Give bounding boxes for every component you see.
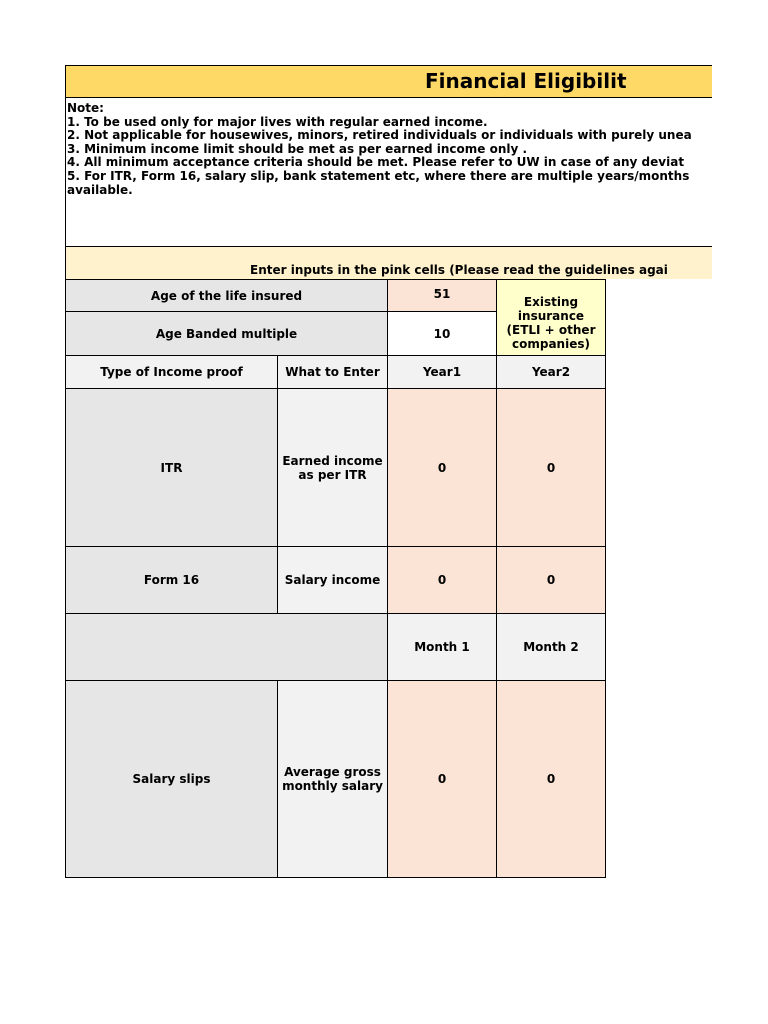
itr-year1-input[interactable]: 0 [387, 388, 497, 547]
header-year2: Year2 [496, 355, 606, 389]
form16-year2-input[interactable]: 0 [496, 546, 606, 614]
form16-year1-input[interactable]: 0 [387, 546, 497, 614]
note-item: 5. For ITR, Form 16, salary slip, bank statement etc, where there are multiple years/months [67, 168, 690, 183]
header-month2: Month 2 [496, 613, 606, 681]
header-type: Type of Income proof [65, 355, 278, 389]
age-multiple-value: 10 [387, 311, 497, 356]
salary-slips-label: Salary slips [65, 680, 278, 878]
age-multiple-label: Age Banded multiple [65, 311, 388, 356]
itr-label: ITR [65, 388, 278, 547]
note-item: 2. Not applicable for housewives, minors, retired individuals or individuals with purely unea [67, 128, 692, 143]
month-header-blank [65, 613, 388, 681]
age-label: Age of the life insured [65, 279, 388, 312]
salary-month2-input[interactable]: 0 [496, 680, 606, 878]
itr-year2-input[interactable]: 0 [496, 388, 606, 547]
note-item-continued: available. [67, 182, 133, 197]
note-item: 4. All minimum acceptance criteria should be met. Please refer to UW in case of any deviat [67, 155, 685, 170]
header-what: What to Enter [277, 355, 388, 389]
existing-insurance-label: Existing insurance (ETLI + other companies) [496, 279, 606, 356]
page-title: Financial Eligibilit [425, 69, 627, 93]
note-item: 1. To be used only for major lives with regular earned income. [67, 114, 488, 129]
header-month1: Month 1 [387, 613, 497, 681]
header-year1: Year1 [387, 355, 497, 389]
form16-what: Salary income [277, 546, 388, 614]
age-input-cell[interactable]: 51 [387, 279, 497, 312]
form16-label: Form 16 [65, 546, 278, 614]
note-item: 3. Minimum income limit should be met as per earned income only . [67, 141, 528, 156]
salary-slips-what: Average gross monthly salary [277, 680, 388, 878]
note-heading: Note: [67, 101, 104, 115]
salary-month1-input[interactable]: 0 [387, 680, 497, 878]
itr-what: Earned income as per ITR [277, 388, 388, 547]
guideline-text: Enter inputs in the pink cells (Please read the guidelines agai [250, 263, 668, 277]
